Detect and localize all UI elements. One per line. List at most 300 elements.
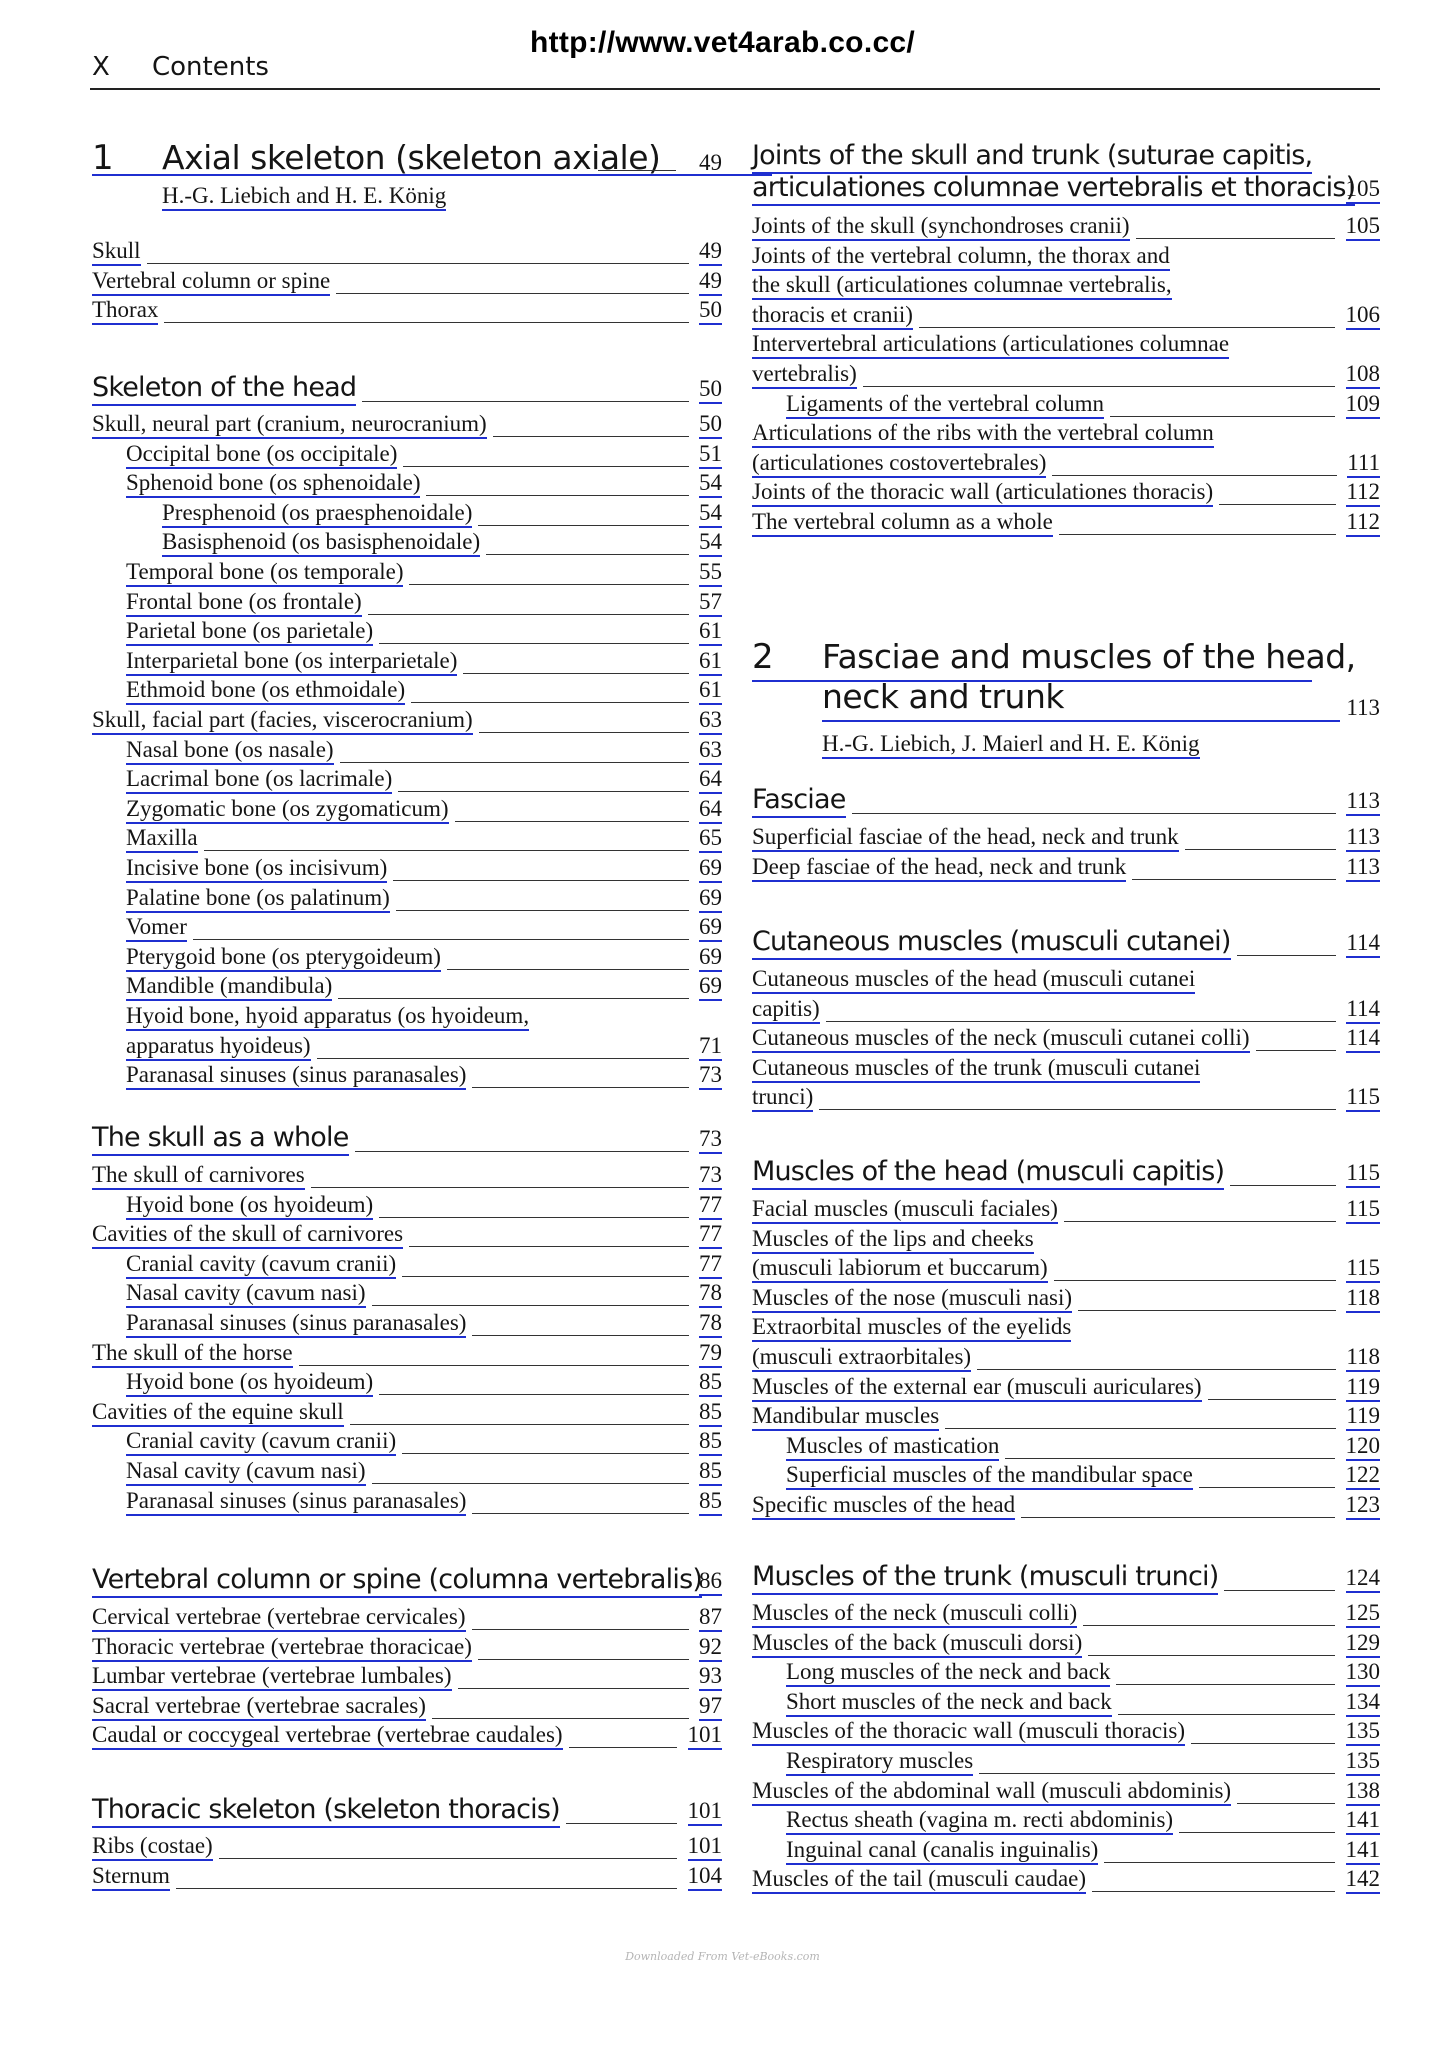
toc-entry-page: 61 <box>699 648 722 676</box>
toc-entry-page: 115 <box>1346 1196 1380 1224</box>
toc-entry-title: Superficial fasciae of the head, neck and trunk <box>752 824 1179 852</box>
toc-entry[interactable] <box>92 855 722 885</box>
toc-entry[interactable] <box>752 1226 1380 1256</box>
leader-line <box>1054 1280 1336 1281</box>
leader <box>598 170 676 171</box>
section-page: 50 <box>699 376 722 404</box>
leader-line <box>1230 1185 1336 1186</box>
toc-entry[interactable] <box>92 500 722 530</box>
toc-entry[interactable] <box>752 213 1380 243</box>
leader-line <box>409 584 689 585</box>
toc-entry[interactable] <box>92 618 722 648</box>
toc-entry[interactable] <box>92 1062 722 1092</box>
toc-entry-title: Skull <box>92 238 141 266</box>
toc-entry-title: Muscles of the neck (musculi colli) <box>752 1600 1077 1628</box>
toc-entry-page: 77 <box>699 1221 722 1249</box>
section-page: 86 <box>699 1568 722 1596</box>
toc-entry-title: The skull of carnivores <box>92 1162 305 1190</box>
toc-entry-page: 113 <box>1346 824 1380 852</box>
toc-entry[interactable] <box>92 1458 722 1488</box>
toc-entry-title: Muscles of the external ear (musculi auriculares) <box>752 1374 1202 1402</box>
leader-line <box>164 322 689 323</box>
toc-entry[interactable] <box>92 1663 722 1693</box>
toc-entry-title: Frontal bone (os frontale) <box>126 589 362 617</box>
toc-entry[interactable] <box>752 331 1380 361</box>
toc-entry-page: 108 <box>1346 361 1381 389</box>
toc-entry-title: Nasal cavity (cavum nasi) <box>126 1280 366 1308</box>
toc-entry-page: 57 <box>699 589 722 617</box>
toc-entry[interactable] <box>92 1693 722 1723</box>
leader-line <box>372 1483 689 1484</box>
toc-entry-page: 112 <box>1346 509 1380 537</box>
toc-entry-title: trunci) <box>752 1084 813 1112</box>
chapter-underline <box>92 174 772 176</box>
toc-entry[interactable] <box>752 1837 1380 1867</box>
leader-line <box>852 813 1336 814</box>
toc-entry-title: Vomer <box>126 914 187 942</box>
toc-entry[interactable] <box>92 1722 722 1752</box>
chapter-page: 49 <box>699 150 722 175</box>
toc-entry-title: Articulations of the ribs with the vertebral column <box>752 420 1214 448</box>
leader-line <box>1110 416 1335 417</box>
toc-entry-title: Nasal bone (os nasale) <box>126 737 334 765</box>
section-page: 105 <box>1346 176 1381 204</box>
leader-line <box>1078 1310 1336 1311</box>
watermark: Downloaded From Vet-eBooks.com <box>625 1950 820 1963</box>
leader-line <box>368 614 689 615</box>
toc-entry-title: vertebralis) <box>752 361 857 389</box>
toc-entry-title: Hyoid bone (os hyoideum) <box>126 1369 373 1397</box>
toc-entry-page: 65 <box>699 825 722 853</box>
toc-entry-page: 129 <box>1346 1630 1381 1658</box>
toc-entry-page: 115 <box>1346 1255 1380 1283</box>
chapter-underline <box>822 720 1340 722</box>
leader-line <box>379 643 689 644</box>
toc-entry[interactable] <box>752 1462 1380 1492</box>
toc-entry[interactable] <box>752 1433 1380 1463</box>
leader-line <box>379 1217 689 1218</box>
toc-entry-title: Muscles of the nose (musculi nasi) <box>752 1285 1072 1313</box>
toc-entry-title: Pterygoid bone (os pterygoideum) <box>126 944 441 972</box>
leader-line <box>432 1718 689 1719</box>
toc-entry[interactable] <box>92 529 722 559</box>
section-title: articulationes columnae vertebralis et thoracis) <box>752 172 1355 206</box>
toc-entry-title: Hyoid bone, hyoid apparatus (os hyoideum, <box>126 1003 529 1031</box>
leader-line <box>362 401 689 402</box>
toc-entry-title: Deep fasciae of the head, neck and trunk <box>752 854 1126 882</box>
toc-entry[interactable] <box>752 1778 1380 1808</box>
leader-line <box>1224 1590 1335 1591</box>
toc-entry-page: 104 <box>688 1863 723 1891</box>
toc-entry-page: 134 <box>1346 1689 1381 1717</box>
toc-entry[interactable] <box>752 1255 1380 1285</box>
toc-entry-title: Muscles of the thoracic wall (musculi thoracis) <box>752 1718 1185 1746</box>
leader-line <box>372 1305 689 1306</box>
section-heading[interactable] <box>92 1790 722 1830</box>
running-head <box>92 52 269 82</box>
leader-line <box>1104 1862 1335 1863</box>
leader-line <box>1256 1050 1336 1051</box>
toc-entry-title: Thorax <box>92 297 158 325</box>
toc-entry[interactable] <box>92 677 722 707</box>
section-heading[interactable] <box>752 1152 1380 1192</box>
leader-line <box>1132 879 1336 880</box>
leader-line <box>311 1187 689 1188</box>
toc-entry[interactable] <box>92 1340 722 1370</box>
toc-entry-page: 101 <box>688 1722 723 1750</box>
site-url[interactable]: http://www.vet4arab.co.cc/ <box>529 26 916 59</box>
toc-entry[interactable] <box>92 1003 722 1033</box>
toc-entry-title: Ethmoid bone (os ethmoidale) <box>126 677 405 705</box>
toc-entry[interactable] <box>92 914 722 944</box>
toc-entry[interactable] <box>752 996 1380 1026</box>
chapter-title-line1: Fasciae and muscles of the head, <box>822 637 1356 676</box>
toc-entry-title: Occipital bone (os occipitale) <box>126 441 397 469</box>
toc-entry[interactable] <box>92 1310 722 1340</box>
toc-entry-page: 64 <box>699 766 722 794</box>
leader-line <box>1136 238 1335 239</box>
toc-entry-page: 77 <box>699 1251 722 1279</box>
toc-entry[interactable] <box>752 1025 1380 1055</box>
section-heading-line2[interactable] <box>752 168 1380 208</box>
toc-entry[interactable] <box>92 1280 722 1310</box>
toc-entry-title: Joints of the vertebral column, the thorax and <box>752 243 1170 271</box>
toc-entry[interactable] <box>752 1718 1380 1748</box>
toc-entry[interactable] <box>752 1285 1380 1315</box>
section-heading[interactable] <box>92 368 722 408</box>
toc-entry[interactable] <box>92 268 722 298</box>
section-title: The skull as a whole <box>92 1122 349 1156</box>
section-heading[interactable] <box>752 1557 1380 1597</box>
toc-entry-title: Extraorbital muscles of the eyelids <box>752 1314 1071 1342</box>
leader-line <box>403 466 689 467</box>
toc-entry-title: Muscles of the abdominal wall (musculi abdominis) <box>752 1778 1231 1806</box>
toc-entry[interactable] <box>752 1084 1380 1114</box>
toc-entry-page: 49 <box>699 238 722 266</box>
leader-line <box>1092 1891 1335 1892</box>
toc-entry-page: 78 <box>699 1280 722 1308</box>
running-title: Contents <box>152 52 269 82</box>
toc-entry[interactable] <box>752 420 1380 450</box>
toc-entry-page: 114 <box>1346 996 1380 1024</box>
leader-line <box>493 436 689 437</box>
leader-line <box>1179 1832 1335 1833</box>
toc-entry-page: 73 <box>699 1062 722 1090</box>
toc-entry[interactable] <box>752 391 1380 421</box>
page-number: X <box>92 52 110 82</box>
leader-line <box>472 1513 689 1514</box>
toc-entry[interactable] <box>752 1866 1380 1896</box>
toc-entry-page: 54 <box>699 500 722 528</box>
leader-line <box>393 880 689 881</box>
leader-line <box>472 1629 689 1630</box>
leader-line <box>411 702 689 703</box>
toc-entry-title: Vertebral column or spine <box>92 268 330 296</box>
toc-entry-title: Incisive bone (os incisivum) <box>126 855 387 883</box>
leader-line <box>379 1394 689 1395</box>
chapter-authors: H.-G. Liebich and H. E. König <box>162 183 446 211</box>
leader-line <box>1064 1221 1336 1222</box>
toc-entry[interactable] <box>92 766 722 796</box>
section-title: Thoracic skeleton (skeleton thoracis) <box>92 1794 560 1828</box>
section-heading[interactable] <box>92 1118 722 1158</box>
section-title: Muscles of the head (musculi capitis) <box>752 1156 1224 1190</box>
toc-entry-title: Parietal bone (os parietale) <box>126 618 373 646</box>
toc-entry-title: Rectus sheath (vagina m. recti abdominis) <box>786 1807 1173 1835</box>
section-title: Fasciae <box>752 784 846 818</box>
toc-entry-page: 69 <box>699 973 722 1001</box>
chapter-title-line2: neck and trunk <box>822 677 1064 716</box>
section-page: 114 <box>1346 930 1380 958</box>
toc-entry-title: apparatus hyoideus) <box>126 1033 311 1061</box>
toc-entry[interactable] <box>92 1428 722 1458</box>
toc-entry-title: Cutaneous muscles of the trunk (musculi cutanei <box>752 1055 1200 1083</box>
chapter-authors: H.-G. Liebich, J. Maierl and H. E. König <box>822 731 1200 759</box>
section-heading[interactable] <box>752 922 1380 962</box>
toc-entry-page: 115 <box>1346 1084 1380 1112</box>
toc-entry[interactable] <box>92 973 722 1003</box>
toc-entry-page: 73 <box>699 1162 722 1190</box>
toc-entry-title: Interparietal bone (os interparietale) <box>126 648 457 676</box>
toc-entry[interactable] <box>752 1196 1380 1226</box>
leader-line <box>204 850 689 851</box>
toc-entry[interactable] <box>752 1314 1380 1344</box>
section-page: 73 <box>699 1126 722 1154</box>
section-heading[interactable] <box>752 780 1380 820</box>
toc-entry[interactable] <box>752 361 1380 391</box>
toc-entry-page: 122 <box>1346 1462 1381 1490</box>
toc-entry-page: 78 <box>699 1310 722 1338</box>
toc-entry[interactable] <box>752 1630 1380 1660</box>
toc-entry[interactable] <box>752 1600 1380 1630</box>
toc-entry-page: 71 <box>699 1033 722 1061</box>
leader-line <box>819 1109 1336 1110</box>
leader-line <box>479 732 689 733</box>
leader-line <box>1199 1487 1335 1488</box>
toc-entry[interactable] <box>752 1807 1380 1837</box>
toc-entry-page: 141 <box>1346 1807 1381 1835</box>
section-page: 115 <box>1346 1160 1380 1188</box>
leader-line <box>1021 1517 1335 1518</box>
toc-entry-page: 142 <box>1346 1866 1381 1894</box>
toc-entry[interactable] <box>752 450 1380 480</box>
toc-entry-page: 106 <box>1346 302 1381 330</box>
leader-line <box>336 293 689 294</box>
toc-entry-title: Respiratory muscles <box>786 1748 973 1776</box>
leader-line <box>472 1335 689 1336</box>
toc-entry[interactable] <box>92 1863 722 1893</box>
toc-entry-title: Paranasal sinuses (sinus paranasales) <box>126 1310 466 1338</box>
leader-line <box>447 969 689 970</box>
toc-entry[interactable] <box>92 297 722 327</box>
toc-entry[interactable] <box>92 1634 722 1664</box>
toc-entry[interactable] <box>752 824 1380 854</box>
toc-entry-page: 85 <box>699 1369 722 1397</box>
toc-entry-title: Maxilla <box>126 825 198 853</box>
toc-entry-title: (articulationes costovertebrales) <box>752 450 1046 478</box>
leader-line <box>1191 1743 1335 1744</box>
toc-entry[interactable] <box>752 1659 1380 1689</box>
leader-line <box>977 1369 1336 1370</box>
toc-entry[interactable] <box>752 302 1380 332</box>
toc-entry[interactable] <box>92 796 722 826</box>
toc-entry[interactable] <box>752 1492 1380 1522</box>
toc-entry[interactable] <box>92 1369 722 1399</box>
leader-line <box>1083 1625 1335 1626</box>
toc-entry[interactable] <box>92 441 722 471</box>
leader-line <box>569 1747 677 1748</box>
leader-line <box>478 525 689 526</box>
toc-entry[interactable] <box>92 1488 722 1518</box>
section-title: Vertebral column or spine (columna vertebralis) <box>92 1564 702 1598</box>
section-heading[interactable] <box>92 1560 722 1600</box>
toc-entry-page: 87 <box>699 1604 722 1632</box>
toc-entry-title: Short muscles of the neck and back <box>786 1689 1112 1717</box>
toc-entry[interactable] <box>92 1604 722 1634</box>
leader-line <box>317 1058 689 1059</box>
toc-entry-page: 63 <box>699 737 722 765</box>
toc-entry-title: Skull, neural part (cranium, neurocranium) <box>92 411 487 439</box>
toc-entry[interactable] <box>92 707 722 737</box>
toc-entry[interactable] <box>92 238 722 268</box>
toc-entry-page: 49 <box>699 268 722 296</box>
leader-line <box>1208 1399 1336 1400</box>
toc-entry[interactable] <box>752 966 1380 996</box>
toc-entry-page: 54 <box>699 470 722 498</box>
leader-line <box>402 1453 689 1454</box>
leader-line <box>455 821 689 822</box>
toc-entry[interactable] <box>752 1374 1380 1404</box>
toc-entry-title: Nasal cavity (cavum nasi) <box>126 1458 366 1486</box>
toc-entry[interactable] <box>92 737 722 767</box>
toc-entry-title: Superficial muscles of the mandibular space <box>786 1462 1193 1490</box>
toc-entry-page: 69 <box>699 914 722 942</box>
toc-entry-title: Muscles of the back (musculi dorsi) <box>752 1630 1082 1658</box>
toc-entry[interactable] <box>92 1192 722 1222</box>
leader-line <box>402 1276 689 1277</box>
toc-entry-page: 85 <box>699 1428 722 1456</box>
leader-line <box>945 1428 1336 1429</box>
toc-entry-page: 85 <box>699 1399 722 1427</box>
leader-line <box>219 1858 677 1859</box>
toc-entry-title: Cutaneous muscles of the head (musculi cutanei <box>752 966 1195 994</box>
toc-entry-title: Ligaments of the vertebral column <box>786 391 1104 419</box>
toc-entry[interactable] <box>92 470 722 500</box>
toc-entry[interactable] <box>92 1221 722 1251</box>
toc-entry-title: Intervertebral articulations (articulationes columnae <box>752 331 1229 359</box>
leader-line <box>1118 1714 1335 1715</box>
toc-entry[interactable] <box>92 1399 722 1429</box>
toc-entry-page: 97 <box>699 1693 722 1721</box>
toc-entry-page: 109 <box>1346 391 1381 419</box>
leader-line <box>1005 1458 1335 1459</box>
toc-entry[interactable] <box>752 1344 1380 1374</box>
toc-entry[interactable] <box>92 411 722 441</box>
toc-entry-title: Hyoid bone (os hyoideum) <box>126 1192 373 1220</box>
toc-entry[interactable] <box>92 589 722 619</box>
toc-entry-page: 64 <box>699 796 722 824</box>
toc-entry-page: 63 <box>699 707 722 735</box>
toc-entry-page: 138 <box>1346 1778 1381 1806</box>
section-page: 124 <box>1346 1565 1381 1593</box>
toc-entry-page: 118 <box>1346 1285 1380 1313</box>
toc-entry[interactable] <box>92 559 722 589</box>
toc-entry[interactable] <box>92 1833 722 1863</box>
leader-line <box>1059 534 1336 535</box>
toc-entry-title: Sternum <box>92 1863 170 1891</box>
toc-entry[interactable] <box>752 1055 1380 1085</box>
toc-entry-page: 119 <box>1346 1403 1380 1431</box>
toc-entry-title: Muscles of the tail (musculi caudae) <box>752 1866 1086 1894</box>
toc-entry-title: Facial muscles (musculi faciales) <box>752 1196 1058 1224</box>
toc-entry[interactable] <box>752 1748 1380 1778</box>
toc-entry[interactable] <box>752 1403 1380 1433</box>
leader-line <box>355 1151 689 1152</box>
toc-entry-title: Cranial cavity (cavum cranii) <box>126 1251 396 1279</box>
leader-line <box>350 1424 689 1425</box>
toc-entry-page: 79 <box>699 1340 722 1368</box>
leader-line <box>486 554 689 555</box>
toc-entry-page: 141 <box>1346 1837 1381 1865</box>
toc-entry-title: Paranasal sinuses (sinus paranasales) <box>126 1062 466 1090</box>
toc-entry-title: Presphenoid (os praesphenoidale) <box>162 500 472 528</box>
toc-entry-title: Thoracic vertebrae (vertebrae thoracicae) <box>92 1634 472 1662</box>
toc-entry-page: 50 <box>699 297 722 325</box>
toc-entry-page: 120 <box>1346 1433 1381 1461</box>
leader-line <box>1219 504 1336 505</box>
section-title: Muscles of the trunk (musculi trunci) <box>752 1561 1218 1595</box>
leader-line <box>979 1773 1335 1774</box>
toc-entry[interactable] <box>92 825 722 855</box>
toc-entry-page: 50 <box>699 411 722 439</box>
toc-entry[interactable] <box>92 1162 722 1192</box>
leader-line <box>1116 1684 1335 1685</box>
toc-entry[interactable] <box>92 885 722 915</box>
toc-entry-page: 123 <box>1346 1492 1381 1520</box>
toc-entry[interactable] <box>752 272 1380 302</box>
toc-entry-page: 61 <box>699 618 722 646</box>
toc-entry[interactable] <box>92 944 722 974</box>
leader-line <box>863 386 1335 387</box>
toc-entry[interactable] <box>752 1689 1380 1719</box>
toc-entry[interactable] <box>92 1033 722 1063</box>
toc-entry[interactable] <box>752 243 1380 273</box>
toc-entry[interactable] <box>92 648 722 678</box>
toc-entry[interactable] <box>752 479 1380 509</box>
toc-entry-page: 112 <box>1346 479 1380 507</box>
toc-entry[interactable] <box>752 854 1380 884</box>
header-rule <box>90 88 1380 90</box>
toc-entry-page: 85 <box>699 1458 722 1486</box>
leader-line <box>398 791 689 792</box>
toc-entry-title: (musculi labiorum et buccarum) <box>752 1255 1048 1283</box>
toc-entry-page: 69 <box>699 944 722 972</box>
toc-entry-title: Muscles of the lips and cheeks <box>752 1226 1034 1254</box>
toc-entry-title: Cranial cavity (cavum cranii) <box>126 1428 396 1456</box>
toc-entry[interactable] <box>92 1251 722 1281</box>
leader-line <box>147 263 689 264</box>
leader-line <box>1237 1803 1335 1804</box>
toc-entry-page: 77 <box>699 1192 722 1220</box>
toc-entry-title: Muscles of mastication <box>786 1433 999 1461</box>
toc-entry-title: Temporal bone (os temporale) <box>126 559 403 587</box>
toc-entry[interactable] <box>752 509 1380 539</box>
toc-entry-page: 125 <box>1346 1600 1381 1628</box>
toc-entry-title: Basisphenoid (os basisphenoidale) <box>162 529 480 557</box>
toc-entry-page: 135 <box>1346 1718 1381 1746</box>
toc-entry-page: 54 <box>699 529 722 557</box>
toc-entry-page: 135 <box>1346 1748 1381 1776</box>
